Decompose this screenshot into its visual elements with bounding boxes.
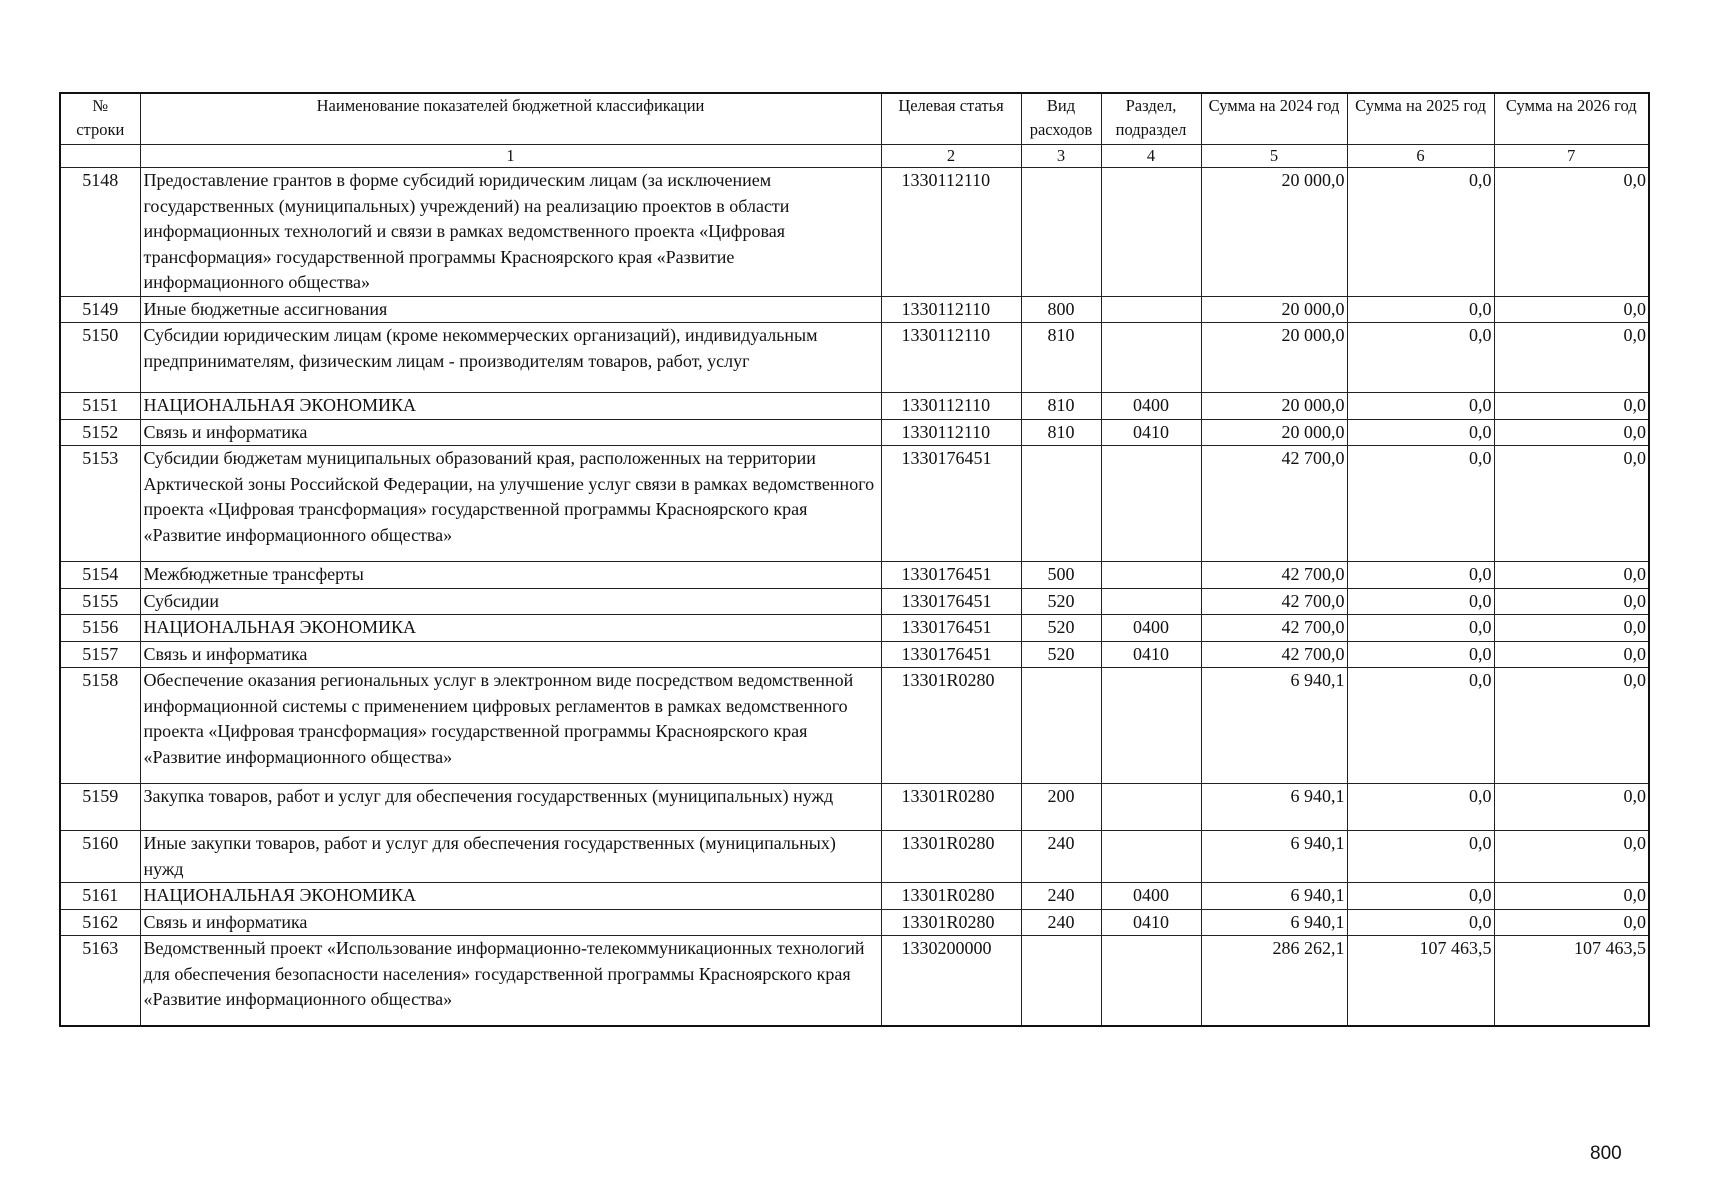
sum-2024: 20 000,0 xyxy=(1201,419,1347,446)
target-code: 13301R0280 xyxy=(881,784,1021,831)
expense-type: 500 xyxy=(1021,562,1101,589)
sum-2026: 0,0 xyxy=(1494,831,1649,883)
header-sum-2024: Сумма на 2024 год xyxy=(1201,93,1347,145)
row-name: Связь и информатика xyxy=(140,419,881,446)
target-code: 1330200000 xyxy=(881,936,1021,1026)
row-number: 5163 xyxy=(60,936,140,1026)
sum-2024: 42 700,0 xyxy=(1201,641,1347,668)
expense-type: 240 xyxy=(1021,909,1101,936)
column-number-spacer xyxy=(60,145,140,168)
header-sum-2025: Сумма на 2025 год xyxy=(1347,93,1494,145)
row-name: НАЦИОНАЛЬНАЯ ЭКОНОМИКА xyxy=(140,615,881,642)
target-code: 1330112110 xyxy=(881,296,1021,323)
column-number: 7 xyxy=(1494,145,1649,168)
sum-2025: 0,0 xyxy=(1347,446,1494,562)
expense-type: 240 xyxy=(1021,883,1101,910)
sum-2026: 0,0 xyxy=(1494,168,1649,297)
expense-type xyxy=(1021,668,1101,784)
column-number: 2 xyxy=(881,145,1021,168)
sum-2025: 0,0 xyxy=(1347,419,1494,446)
table-row xyxy=(60,668,1649,784)
sum-2026: 0,0 xyxy=(1494,588,1649,615)
row-name: Закупка товаров, работ и услуг для обеспечения государственных (муниципальных) нужд xyxy=(140,784,881,831)
row-number: 5156 xyxy=(60,615,140,642)
header-vid: Вид расходов xyxy=(1021,93,1101,145)
target-code: 1330176451 xyxy=(881,588,1021,615)
table-row xyxy=(60,168,1649,297)
section-code: 0400 xyxy=(1101,883,1201,910)
table-row xyxy=(60,562,1649,589)
sum-2024: 42 700,0 xyxy=(1201,615,1347,642)
header-name: Наименование показателей бюджетной классификации xyxy=(140,93,881,145)
target-code: 1330112110 xyxy=(881,168,1021,297)
sum-2025: 107 463,5 xyxy=(1347,936,1494,1026)
sum-2025: 0,0 xyxy=(1347,615,1494,642)
row-number: 5152 xyxy=(60,419,140,446)
sum-2024: 20 000,0 xyxy=(1201,296,1347,323)
expense-type: 810 xyxy=(1021,323,1101,393)
sum-2025: 0,0 xyxy=(1347,668,1494,784)
sum-2025: 0,0 xyxy=(1347,588,1494,615)
table-row xyxy=(60,784,1649,831)
sum-2025: 0,0 xyxy=(1347,831,1494,883)
target-code: 1330112110 xyxy=(881,323,1021,393)
target-code: 1330112110 xyxy=(881,393,1021,420)
table-body xyxy=(60,168,1649,1026)
target-code: 1330176451 xyxy=(881,615,1021,642)
target-code: 1330176451 xyxy=(881,641,1021,668)
section-code xyxy=(1101,936,1201,1026)
sum-2026: 0,0 xyxy=(1494,641,1649,668)
sum-2024: 286 262,1 xyxy=(1201,936,1347,1026)
table-row xyxy=(60,831,1649,883)
header-razdel: Раздел, подраздел xyxy=(1101,93,1201,145)
target-code: 1330112110 xyxy=(881,419,1021,446)
column-number: 6 xyxy=(1347,145,1494,168)
target-code: 1330176451 xyxy=(881,446,1021,562)
target-code: 13301R0280 xyxy=(881,883,1021,910)
sum-2024: 42 700,0 xyxy=(1201,588,1347,615)
budget-table xyxy=(59,92,1650,1027)
sum-2026: 0,0 xyxy=(1494,909,1649,936)
header-row-no: № строки xyxy=(60,93,140,145)
section-code xyxy=(1101,168,1201,297)
section-code: 0410 xyxy=(1101,909,1201,936)
row-number: 5154 xyxy=(60,562,140,589)
table-row xyxy=(60,419,1649,446)
row-number: 5150 xyxy=(60,323,140,393)
section-code xyxy=(1101,296,1201,323)
target-code: 13301R0280 xyxy=(881,909,1021,936)
sum-2025: 0,0 xyxy=(1347,909,1494,936)
section-code: 0400 xyxy=(1101,615,1201,642)
column-number: 1 xyxy=(140,145,881,168)
sum-2024: 42 700,0 xyxy=(1201,446,1347,562)
section-code xyxy=(1101,323,1201,393)
sum-2024: 6 940,1 xyxy=(1201,883,1347,910)
expense-type: 520 xyxy=(1021,641,1101,668)
expense-type xyxy=(1021,446,1101,562)
expense-type: 200 xyxy=(1021,784,1101,831)
expense-type: 810 xyxy=(1021,393,1101,420)
sum-2026: 0,0 xyxy=(1494,393,1649,420)
section-code: 0410 xyxy=(1101,419,1201,446)
column-number: 4 xyxy=(1101,145,1201,168)
row-name: НАЦИОНАЛЬНАЯ ЭКОНОМИКА xyxy=(140,393,881,420)
row-number: 5148 xyxy=(60,168,140,297)
row-name: Субсидии юридическим лицам (кроме некоммерческих организаций), индивидуальным предпринимателям, физическим лицам - производителям товаров, работ, услуг xyxy=(140,323,881,393)
sum-2025: 0,0 xyxy=(1347,323,1494,393)
row-number: 5162 xyxy=(60,909,140,936)
table-row xyxy=(60,588,1649,615)
row-name: Межбюджетные трансферты xyxy=(140,562,881,589)
sum-2025: 0,0 xyxy=(1347,784,1494,831)
sum-2025: 0,0 xyxy=(1347,641,1494,668)
row-name: Предоставление грантов в форме субсидий юридическим лицам (за исключением государственных (муниципальных) учреждений) на реализацию проектов в области информационных технологий и связи в рамках ведомственного проекта «Цифровая трансформация» государственной программы Красноярского края «Развитие информационного общества» xyxy=(140,168,881,297)
target-code: 1330176451 xyxy=(881,562,1021,589)
row-name: Ведомственный проект «Использование информационно-телекоммуникационных технологий для обеспечения безопасности населения» государственной программы Красноярского края «Развитие информационного общества» xyxy=(140,936,881,1026)
sum-2024: 20 000,0 xyxy=(1201,393,1347,420)
row-number: 5153 xyxy=(60,446,140,562)
sum-2024: 6 940,1 xyxy=(1201,784,1347,831)
expense-type: 520 xyxy=(1021,615,1101,642)
sum-2026: 0,0 xyxy=(1494,419,1649,446)
sum-2024: 20 000,0 xyxy=(1201,323,1347,393)
expense-type xyxy=(1021,936,1101,1026)
sum-2026: 0,0 xyxy=(1494,668,1649,784)
row-name: Субсидии бюджетам муниципальных образований края, расположенных на территории Арктической зоны Российской Федерации, на улучшение услуг связи в рамках ведомственного проекта «Цифровая трансформация» государственной программы Красноярского края «Развитие информационного общества» xyxy=(140,446,881,562)
table-row xyxy=(60,909,1649,936)
sum-2024: 42 700,0 xyxy=(1201,562,1347,589)
expense-type: 810 xyxy=(1021,419,1101,446)
sum-2026: 0,0 xyxy=(1494,323,1649,393)
section-code xyxy=(1101,562,1201,589)
column-number: 3 xyxy=(1021,145,1101,168)
row-name: Связь и информатика xyxy=(140,641,881,668)
expense-type: 800 xyxy=(1021,296,1101,323)
section-code xyxy=(1101,831,1201,883)
expense-type: 520 xyxy=(1021,588,1101,615)
column-number: 5 xyxy=(1201,145,1347,168)
section-code xyxy=(1101,588,1201,615)
header-target: Целевая статья xyxy=(881,93,1021,145)
sum-2024: 6 940,1 xyxy=(1201,831,1347,883)
section-code xyxy=(1101,784,1201,831)
table-row xyxy=(60,615,1649,642)
sum-2026: 0,0 xyxy=(1494,784,1649,831)
sum-2025: 0,0 xyxy=(1347,296,1494,323)
sum-2025: 0,0 xyxy=(1347,562,1494,589)
row-number: 5158 xyxy=(60,668,140,784)
row-name: НАЦИОНАЛЬНАЯ ЭКОНОМИКА xyxy=(140,883,881,910)
sum-2026: 0,0 xyxy=(1494,615,1649,642)
row-number: 5155 xyxy=(60,588,140,615)
header-row xyxy=(60,93,1649,145)
row-number: 5157 xyxy=(60,641,140,668)
sum-2026: 0,0 xyxy=(1494,562,1649,589)
sum-2024: 6 940,1 xyxy=(1201,668,1347,784)
sum-2026: 0,0 xyxy=(1494,446,1649,562)
row-number: 5149 xyxy=(60,296,140,323)
table-row xyxy=(60,883,1649,910)
row-number: 5160 xyxy=(60,831,140,883)
expense-type: 240 xyxy=(1021,831,1101,883)
target-code: 13301R0280 xyxy=(881,668,1021,784)
table-row xyxy=(60,323,1649,393)
column-numbers-row xyxy=(60,145,1649,168)
row-number: 5161 xyxy=(60,883,140,910)
sum-2025: 0,0 xyxy=(1347,883,1494,910)
section-code xyxy=(1101,446,1201,562)
table-row xyxy=(60,393,1649,420)
row-name: Иные бюджетные ассигнования xyxy=(140,296,881,323)
row-name: Связь и информатика xyxy=(140,909,881,936)
sum-2024: 20 000,0 xyxy=(1201,168,1347,297)
sum-2025: 0,0 xyxy=(1347,168,1494,297)
sum-2026: 107 463,5 xyxy=(1494,936,1649,1026)
header-sum-2026: Сумма на 2026 год xyxy=(1494,93,1649,145)
section-code: 0410 xyxy=(1101,641,1201,668)
section-code xyxy=(1101,668,1201,784)
table-row xyxy=(60,936,1649,1026)
row-number: 5159 xyxy=(60,784,140,831)
sum-2025: 0,0 xyxy=(1347,393,1494,420)
table-row xyxy=(60,296,1649,323)
table-row xyxy=(60,641,1649,668)
sum-2026: 0,0 xyxy=(1494,296,1649,323)
sum-2024: 6 940,1 xyxy=(1201,909,1347,936)
row-name: Субсидии xyxy=(140,588,881,615)
page-number: 800 xyxy=(1590,1143,1622,1164)
sum-2026: 0,0 xyxy=(1494,883,1649,910)
row-name: Обеспечение оказания региональных услуг в электронном виде посредством ведомственной информационной системы с применением цифровых регламентов в рамках ведомственного проекта «Цифровая трансформация» государственной программы Красноярского края «Развитие информационного общества» xyxy=(140,668,881,784)
target-code: 13301R0280 xyxy=(881,831,1021,883)
row-number: 5151 xyxy=(60,393,140,420)
row-name: Иные закупки товаров, работ и услуг для обеспечения государственных (муниципальных) нужд xyxy=(140,831,881,883)
table-row xyxy=(60,446,1649,562)
expense-type xyxy=(1021,168,1101,297)
section-code: 0400 xyxy=(1101,393,1201,420)
